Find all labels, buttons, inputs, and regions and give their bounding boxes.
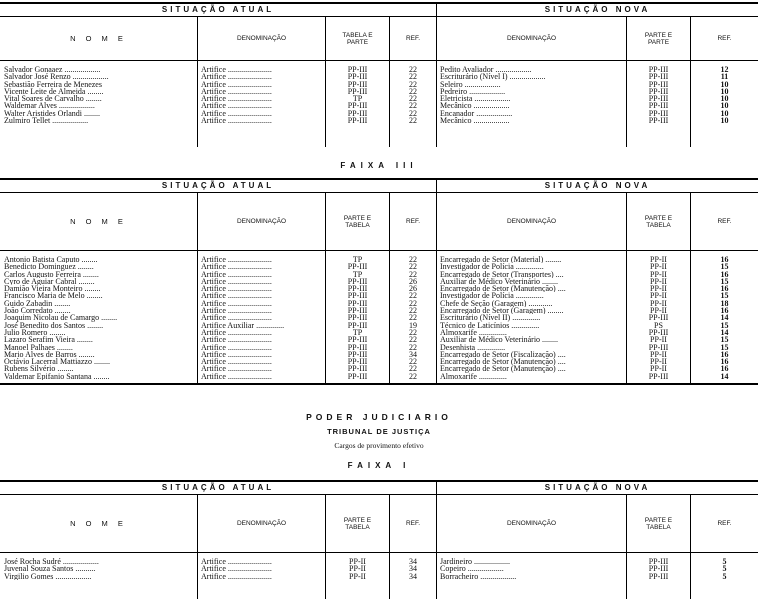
cell-denominacao: Artifice ...................... [201, 343, 272, 351]
cell-nova-denominacao: Encarregado de Setor (Transportes) .... [440, 270, 564, 278]
cell-nova-ref: 16 [720, 365, 729, 373]
cell-ref: 22 [409, 358, 417, 366]
situacao-atual-caption: SITUAÇÃO ATUAL [161, 181, 275, 190]
cell-nova-parte: PP-II [650, 307, 667, 315]
cell-nova-denominacao: Investigador de Polícia .............. [440, 263, 544, 271]
cell-ref: 22 [409, 328, 417, 337]
cell-tabela: PP-III [347, 117, 368, 125]
cell-nova-parte: PP-III [648, 372, 669, 381]
cell-nome: Lazaro Serafim Vieira ........ [4, 336, 93, 344]
situacao-nova-caption: SITUAÇÃO NOVA [436, 482, 758, 494]
cell-denominacao: Artifice ...................... [201, 307, 272, 315]
cell-nome: Salvador Gonaaez .................. [4, 66, 101, 74]
cell-ref: 34 [409, 565, 417, 573]
cell-ref: 34 [409, 572, 417, 580]
cell-nova-denominacao: Escriturário (Nível II) .............. [440, 314, 541, 322]
cell-denominacao: Artifice ...................... [201, 372, 272, 381]
cell-nova-ref: 18 [720, 299, 729, 308]
cell-nova-parte: PP-III [648, 87, 669, 96]
cell-nova-denominacao: Encarregado de Setor (Garagem) ........ [440, 307, 564, 315]
cell-nome: Vicente Leite de Almeida ........ [4, 87, 104, 96]
cell-denominacao: Artifice ...................... [201, 336, 272, 344]
cell-nova-ref: 10 [720, 109, 729, 118]
cell-nova-denominacao: Investigador de Polícia .............. [440, 292, 544, 300]
column-nova-denominacao [436, 553, 626, 599]
cell-nova-parte: PP-II [650, 299, 667, 308]
cell-tabela: PP-II [349, 565, 366, 573]
cell-tabela: TP [352, 256, 363, 264]
cell-tabela: TP [352, 95, 363, 103]
cell-nova-ref: 16 [720, 270, 729, 278]
column-nome [0, 553, 197, 599]
cell-denominacao: Artifice ...................... [201, 572, 272, 580]
header-nova-denominacao: DENOMINAÇÃO [436, 193, 626, 250]
header-nova-parte-tabela: PARTE E TABELA [626, 193, 690, 250]
cell-nova-ref: 10 [720, 95, 729, 103]
cell-nova-parte: PP-II [650, 285, 667, 293]
column-nova-ref [690, 251, 758, 383]
cell-tabela: PP-III [347, 336, 368, 344]
situacao-atual-caption: SITUAÇÃO ATUAL [161, 483, 275, 492]
column-ref [389, 251, 436, 383]
cell-ref: 22 [409, 270, 417, 278]
cell-nova-parte: PP-III [648, 558, 669, 566]
cell-nova-ref: 10 [720, 80, 729, 88]
cell-nova-ref: 15 [720, 336, 729, 344]
cell-tabela: PP-III [347, 263, 368, 271]
cell-nome: Zulmiro Tellet .................. [4, 117, 89, 125]
cell-nova-ref: 5 [722, 572, 727, 580]
cell-denominacao: Artifice ...................... [201, 328, 272, 337]
caption-row [0, 482, 758, 495]
column-denominacao [197, 553, 325, 599]
cell-denominacao: Artifice ...................... [201, 270, 272, 278]
cell-nome: Walter Aristides Orlandi ........ [4, 109, 101, 118]
cell-ref: 22 [409, 117, 417, 125]
cell-denominacao: Artifice ...................... [201, 365, 272, 373]
cell-nova-parte: PP-III [648, 117, 669, 125]
cell-nova-parte: PP-III [648, 80, 669, 88]
cell-nova-ref: 14 [720, 328, 729, 337]
table-body [0, 251, 758, 385]
cell-nova-ref: 10 [720, 87, 729, 96]
header-nova-denominacao: DENOMINAÇÃO [436, 495, 626, 552]
cell-nova-parte: PP-II [650, 336, 667, 344]
cell-nova-denominacao: Técnico de Laticínios .............. [440, 321, 540, 329]
cell-denominacao: Artifice ...................... [201, 117, 272, 125]
cell-nova-parte: PP-III [648, 328, 669, 337]
cell-tabela: PP-III [347, 87, 368, 96]
cell-nome: Octávio Lacerral Mattiazzo ........ [4, 358, 110, 366]
caption-row [0, 4, 758, 17]
cell-tabela: PP-III [347, 321, 368, 329]
header-nova-ref: REF. [690, 495, 758, 552]
cell-denominacao: Artifice ...................... [201, 358, 272, 366]
cell-nova-denominacao: Mecânico .................. [440, 102, 510, 110]
cell-ref: 22 [409, 343, 417, 351]
header-nova-ref: REF. [690, 17, 758, 60]
cell-nome: João Corredato ........ [4, 307, 71, 315]
cell-tabela: PP-III [347, 277, 368, 286]
cell-nova-ref: 16 [720, 307, 729, 315]
cell-ref: 22 [409, 365, 417, 373]
header-denominacao: DENOMINAÇÃO [197, 193, 325, 250]
cell-nova-denominacao: Borracheiro .................. [440, 572, 517, 580]
cell-ref: 22 [409, 256, 417, 264]
cell-denominacao: Artifice ...................... [201, 263, 272, 271]
cell-nova-ref: 15 [720, 263, 729, 271]
cell-nova-parte: PP-II [650, 270, 667, 278]
header-denominacao: DENOMINAÇÃO [197, 17, 325, 60]
cell-nome: José Benedito dos Santos ........ [4, 321, 104, 329]
cell-ref: 22 [409, 307, 417, 315]
cell-tabela: PP-II [349, 572, 366, 580]
cell-nova-ref: 10 [720, 102, 729, 110]
cell-denominacao: Artifice ...................... [201, 73, 272, 81]
cell-tabela: PP-III [347, 372, 368, 381]
cell-ref: 22 [409, 336, 417, 344]
cell-nova-denominacao: Almoxarife .............. [440, 372, 507, 381]
cell-nova-ref: 12 [720, 66, 729, 74]
cell-ref: 22 [409, 66, 417, 74]
column-nova-parte [626, 251, 690, 383]
header-tabela-parte: TABELA E PARTE [325, 17, 389, 60]
cell-nova-parte: PP-III [648, 565, 669, 573]
cell-nova-ref: 16 [720, 256, 729, 264]
cell-ref: 26 [409, 277, 417, 286]
header-ref: REF. [389, 17, 436, 60]
cell-nova-denominacao: Auxiliar de Médico Veterinário ........ [440, 277, 559, 286]
cell-nova-parte: PP-II [650, 263, 667, 271]
cell-ref: 34 [409, 350, 417, 359]
situacao-atual-caption: SITUAÇÃO ATUAL [161, 5, 275, 14]
cell-nova-denominacao: Eletricista .................. [440, 95, 511, 103]
cell-tabela: PP-III [347, 292, 368, 300]
cell-denominacao: Artifice ...................... [201, 314, 272, 322]
column-denominacao [197, 61, 325, 147]
cell-nome: Manoel Palhaes ........ [4, 343, 73, 351]
cell-nova-ref: 11 [720, 73, 729, 81]
cell-nova-ref: 15 [720, 343, 729, 351]
header-ref: REF. [389, 193, 436, 250]
cell-nome: Vital Soares de Carvalho ........ [4, 95, 102, 103]
cell-tabela: PP-III [347, 66, 368, 74]
header-nova-ref: REF. [690, 193, 758, 250]
cell-nova-denominacao: Seleiro .................. [440, 80, 501, 88]
column-nova-parte [626, 553, 690, 599]
column-nome [0, 251, 197, 383]
tribunal-heading: TRIBUNAL DE JUSTIÇA [327, 427, 431, 436]
cell-denominacao: Artifice ...................... [201, 277, 272, 286]
cell-ref: 22 [409, 263, 417, 271]
cell-ref: 22 [409, 87, 417, 96]
cell-nome: Sebastião Ferreira de Menezes [4, 80, 102, 88]
cell-nova-denominacao: Encarregado de Setor (Manutenção) .... [440, 358, 566, 366]
cell-ref: 22 [409, 102, 417, 110]
header-nova-denominacao: DENOMINAÇÃO [436, 17, 626, 60]
cell-denominacao: Artifice Auxiliar .............. [201, 321, 285, 329]
cell-nome: Francisco Maria de Melo ........ [4, 292, 103, 300]
caption-row [0, 180, 758, 193]
header-nome: N O M E [70, 34, 127, 43]
cell-ref: 22 [409, 80, 417, 88]
cell-nova-ref: 14 [720, 314, 729, 322]
cell-nova-ref: 14 [720, 372, 729, 381]
cell-denominacao: Artifice ...................... [201, 109, 272, 118]
cell-nova-parte: PP-III [648, 314, 669, 322]
cell-nova-parte: PP-II [650, 256, 667, 264]
header-row [0, 193, 758, 251]
cell-nova-ref: 10 [720, 117, 729, 125]
cell-denominacao: Artifice ...................... [201, 292, 272, 300]
column-nova-denominacao [436, 251, 626, 383]
cell-tabela: PP-III [347, 285, 368, 293]
cell-denominacao: Artifice ...................... [201, 285, 272, 293]
cell-nova-denominacao: Encarregado de Setor (Fiscalização) .... [440, 350, 566, 359]
cell-nome: José Rocha Sudré .................. [4, 558, 99, 566]
cell-nova-parte: PP-II [650, 292, 667, 300]
cell-tabela: PP-III [347, 80, 368, 88]
cell-nova-denominacao: Mecânico .................. [440, 117, 510, 125]
cell-nova-denominacao: Encanador .................. [440, 109, 513, 118]
column-nova-ref [690, 61, 758, 147]
column-tabela [325, 553, 389, 599]
cell-nova-denominacao: Encarregado de Setor (Material) ........ [440, 256, 562, 264]
cell-nova-parte: PP-II [650, 277, 667, 286]
cell-denominacao: Artifice ...................... [201, 256, 272, 264]
cell-denominacao: Artifice ...................... [201, 565, 272, 573]
cell-denominacao: Artifice ...................... [201, 299, 272, 308]
cell-tabela: PP-III [347, 350, 368, 359]
cell-ref: 22 [409, 73, 417, 81]
situacao-nova-caption: SITUAÇÃO NOVA [436, 180, 758, 192]
cell-ref: 22 [409, 299, 417, 308]
column-nome [0, 61, 197, 147]
cell-nova-parte: PP-III [648, 343, 669, 351]
cell-ref: 22 [409, 314, 417, 322]
header-ref: REF. [389, 495, 436, 552]
column-denominacao [197, 251, 325, 383]
cell-nova-ref: 5 [722, 565, 727, 573]
cell-tabela: PP-III [347, 109, 368, 118]
cell-nova-denominacao: Auxiliar de Médico Veterinário ........ [440, 336, 559, 344]
column-ref [389, 553, 436, 599]
cell-nova-parte: PP-III [648, 73, 669, 81]
cell-denominacao: Artifice ...................... [201, 95, 272, 103]
cell-nova-denominacao: Jardineiro .................. [440, 558, 510, 566]
cell-nome: Benedicto Dominguez ........ [4, 263, 94, 271]
cell-denominacao: Artifice ...................... [201, 87, 272, 96]
cell-ref: 26 [409, 285, 417, 293]
cell-nova-ref: 5 [722, 558, 727, 566]
poder-judiciario-heading: PODER JUDICIARIO [306, 412, 452, 422]
cell-tabela: PP-III [347, 73, 368, 81]
header-denominacao: DENOMINAÇÃO [197, 495, 325, 552]
cell-nome: Virgilio Gomes .................. [4, 572, 92, 580]
cell-nova-denominacao: Almoxarife .............. [440, 328, 507, 337]
cell-ref: 22 [409, 292, 417, 300]
cell-nova-parte: PP-III [648, 95, 669, 103]
cell-nova-parte: PS [654, 321, 663, 329]
cell-tabela: PP-III [347, 358, 368, 366]
cell-nova-denominacao: Copeiro .................. [440, 565, 504, 573]
header-nome: N O M E [70, 519, 127, 528]
table-body [0, 61, 758, 147]
cell-tabela: PP-III [347, 299, 368, 308]
cell-tabela: PP-II [349, 558, 366, 566]
header-row [0, 495, 758, 553]
cell-nova-denominacao: Chefe de Seção (Garagem) ............ [440, 299, 553, 308]
cell-nova-ref: 15 [720, 292, 729, 300]
cell-nome: Guido Zabadin ........ [4, 299, 71, 308]
cell-denominacao: Artifice ...................... [201, 66, 272, 74]
column-nova-ref [690, 553, 758, 599]
cell-tabela: PP-III [347, 314, 368, 322]
cell-nome: Waldemar Alves .................. [4, 102, 95, 110]
cell-ref: 34 [409, 558, 417, 566]
cell-nome: Valdemar Epifanio Santana ........ [4, 372, 110, 381]
table-body [0, 553, 758, 599]
cell-nome: Rubens Silvério ........ [4, 365, 74, 373]
cell-nova-ref: 16 [720, 285, 729, 293]
column-nova-denominacao [436, 61, 626, 147]
column-nova-parte [626, 61, 690, 147]
situacao-nova-caption: SITUAÇÃO NOVA [436, 4, 758, 16]
cell-nova-parte: PP-III [648, 102, 669, 110]
header-nome: N O M E [70, 217, 127, 226]
cell-nome: Mario Alves de Barros ........ [4, 350, 95, 359]
cell-nova-ref: 15 [720, 277, 729, 286]
cell-nova-ref: 15 [720, 321, 729, 329]
cell-nome: Joaquim Nicolau de Camargo ........ [4, 314, 118, 322]
cell-ref: 22 [409, 95, 417, 103]
cell-nova-parte: PP-II [650, 358, 667, 366]
cell-nova-ref: 16 [720, 358, 729, 366]
cell-nova-parte: PP-II [650, 365, 667, 373]
cell-tabela: TP [352, 270, 363, 278]
cell-nova-denominacao: Pedreiro .................. [440, 87, 506, 96]
cell-nome: Carlos Augusto Ferreira ........ [4, 270, 99, 278]
column-tabela [325, 61, 389, 147]
cell-tabela: PP-III [347, 365, 368, 373]
cell-nova-denominacao: Encarregado de Setor (Manutenção) .... [440, 285, 566, 293]
cell-nova-parte: PP-III [648, 66, 669, 74]
cell-nova-denominacao: Desenhista .............. [440, 343, 506, 351]
cell-denominacao: Artifice ...................... [201, 80, 272, 88]
cell-nova-parte: PP-III [648, 572, 669, 580]
table-block-3 [0, 480, 758, 599]
faixa-iii-heading: FAIXA III [340, 161, 418, 170]
faixa-i-heading: FAIXA I [347, 461, 411, 470]
cell-tabela: TP [352, 328, 363, 337]
cell-nova-parte: PP-III [648, 109, 669, 118]
column-ref [389, 61, 436, 147]
header-nova-parte-tabela: PARTE E TABELA [626, 495, 690, 552]
header-nova-parte: PARTE E PARTE [626, 17, 690, 60]
cell-ref: 22 [409, 372, 417, 381]
cell-nome: Juvenal Souza Santos .......... [4, 565, 96, 573]
cell-tabela: PP-III [347, 343, 368, 351]
cell-tabela: PP-III [347, 102, 368, 110]
cell-nova-ref: 16 [720, 350, 729, 359]
cargos-subheading: Cargos de provimento efetivo [334, 441, 424, 450]
cell-nome: Damião Vieira Monteiro ........ [4, 285, 101, 293]
cell-nova-denominacao: Encarregado de Setor (Manutenção) .... [440, 365, 566, 373]
cell-nome: Cyro de Aguiar Cabral ........ [4, 277, 95, 286]
cell-ref: 19 [409, 321, 417, 329]
cell-nome: Julio Romero ........ [4, 328, 66, 337]
header-row [0, 17, 758, 61]
header-parte-tabela: PARTE E TABELA [325, 495, 389, 552]
table-block-2 [0, 178, 758, 385]
cell-nova-parte: PP-II [650, 350, 667, 359]
cell-denominacao: Artifice ...................... [201, 350, 272, 359]
cell-tabela: PP-III [347, 307, 368, 315]
cell-denominacao: Artifice ...................... [201, 102, 272, 110]
cell-nome: Salvador José Renzo .................. [4, 73, 109, 81]
column-tabela [325, 251, 389, 383]
table-block-1 [0, 2, 758, 147]
cell-nova-denominacao: Escriturário (Nível I) .................. [440, 73, 546, 81]
cell-ref: 22 [409, 109, 417, 118]
header-parte-tabela: PARTE E TABELA [325, 193, 389, 250]
cell-nova-denominacao: Pedito Avaliador .................. [440, 66, 532, 74]
cell-nome: Antonio Batista Caputo ........ [4, 256, 98, 264]
cell-denominacao: Artifice ...................... [201, 558, 272, 566]
